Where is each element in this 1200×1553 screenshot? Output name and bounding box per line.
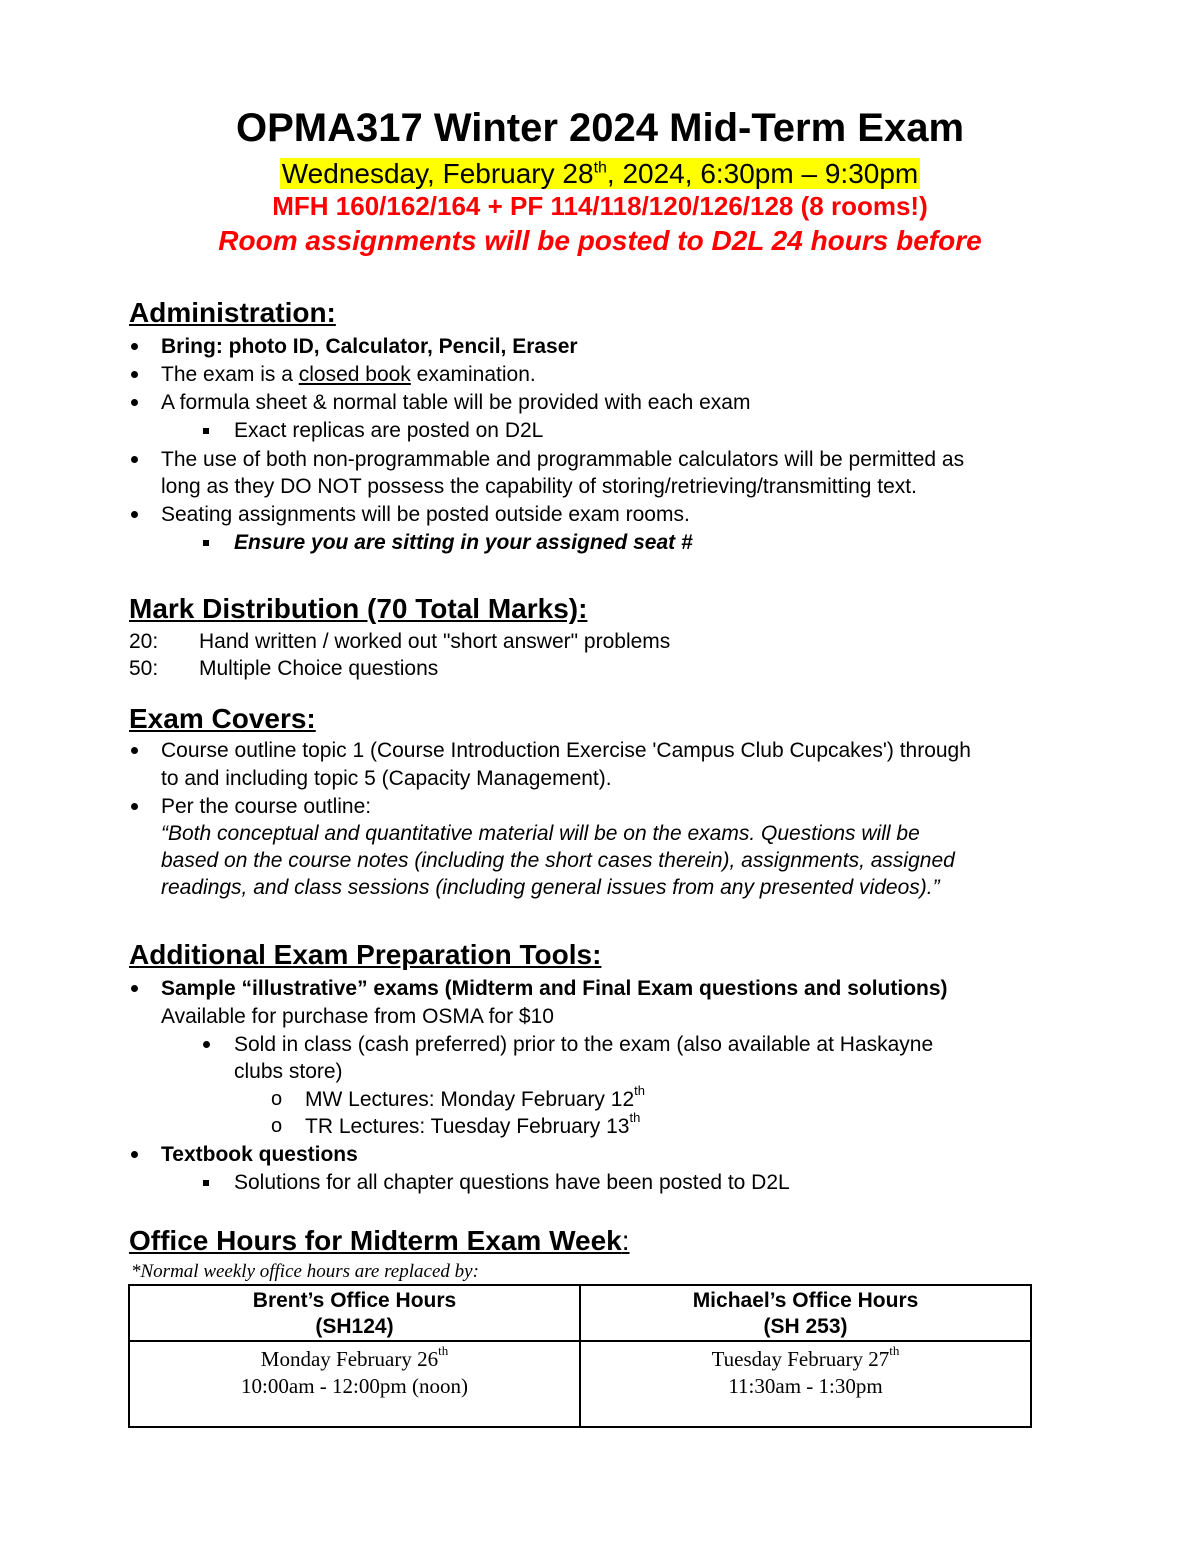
michael-title: Michael’s Office Hours (692, 1289, 919, 1312)
square-bullet-icon (203, 428, 209, 434)
chapter-solutions-note: Solutions for all chapter questions have been posted to D2L (234, 1171, 790, 1194)
replicas-note: Exact replicas are posted on D2L (234, 419, 544, 442)
michael-hours-cell (580, 1341, 1031, 1427)
assigned-seat-note: Ensure you are sitting in your assigned seat # (234, 531, 693, 554)
michael-time: 11:30am - 1:30pm (728, 1374, 883, 1398)
michael-room: (SH 253) (763, 1315, 848, 1338)
square-bullet-icon (203, 1180, 209, 1186)
topic-range-line1: Course outline topic 1 (Course Introduction Exercise 'Campus Club Cupcakes') through (161, 739, 971, 762)
outline-quote-line1: “Both conceptual and quantitative material will be on the exams. Questions will be (161, 822, 920, 845)
mark-row-num: 20: (129, 630, 159, 653)
sold-in-class-line2: clubs store) (234, 1060, 343, 1083)
exam-rooms: MFH 160/162/164 + PF 114/118/120/126/128 (8 rooms!) (272, 191, 928, 221)
michael-header-cell (580, 1285, 1031, 1341)
sold-in-class-line1: Sold in class (cash preferred) prior to the exam (also available at Haskayne (234, 1033, 934, 1056)
office-hours-note: *Normal weekly office hours are replaced by: (131, 1261, 479, 1282)
office-hours-heading: Office Hours for Midterm Exam Week: (129, 1225, 630, 1256)
bullet-icon (131, 371, 138, 378)
bullet-icon (131, 747, 138, 754)
calculator-policy-line2: long as they DO NOT possess the capability of storing/retrieving/transmitting text. (161, 475, 917, 498)
brent-header-cell (129, 1285, 580, 1341)
bullet-icon (131, 456, 138, 463)
per-course-outline: Per the course outline: (161, 795, 372, 818)
textbook-questions: Textbook questions (161, 1143, 358, 1166)
exam-date (0, 152, 1200, 191)
bullet-icon (131, 803, 138, 810)
formula-sheet-note: A formula sheet & normal table will be provided with each exam (161, 391, 751, 414)
osma-availability: Available for purchase from OSMA for $10 (161, 1005, 554, 1028)
brent-hours-cell (129, 1341, 580, 1427)
closed-book-note: The exam is a closed book examination. (161, 363, 536, 386)
date-highlight: Wednesday, February 28th, 2024, 6:30pm – 9:30pm (281, 158, 919, 190)
prep-tools-heading: Additional Exam Preparation Tools: (129, 939, 602, 970)
square-bullet-icon (203, 540, 209, 546)
brent-day: Monday February 26th (260, 1343, 449, 1371)
bullet-icon (131, 1151, 138, 1158)
brent-title: Brent’s Office Hours (252, 1289, 457, 1312)
bullet-icon (131, 399, 138, 406)
tr-lecture-date: TR Lectures: Tuesday February 13th (305, 1110, 641, 1138)
sample-exams: Sample “illustrative” exams (Midterm and Final Exam questions and solutions) (161, 977, 948, 1000)
mark-row-num: 50: (129, 657, 159, 680)
bullet-icon (131, 343, 138, 350)
exam-title: OPMA317 Winter 2024 Mid-Term Exam (235, 106, 965, 150)
brent-room: (SH124) (315, 1315, 394, 1338)
mark-row-desc: Hand written / worked out "short answer" problems (199, 630, 671, 653)
brent-time: 10:00am - 12:00pm (noon) (241, 1374, 468, 1398)
exam-covers-heading: Exam Covers: (129, 703, 316, 734)
seating-note: Seating assignments will be posted outside exam rooms. (161, 503, 690, 526)
administration-heading: Administration: (129, 297, 336, 328)
room-assignment-note: Room assignments will be posted to D2L 24 hours before (218, 225, 982, 256)
office-hours-table (128, 1284, 1032, 1428)
michael-day: Tuesday February 27th (711, 1343, 900, 1371)
mark-distribution-heading: Mark Distribution (70 Total Marks): (129, 593, 588, 624)
bullet-icon (203, 1041, 210, 1048)
outline-quote-line3: readings, and class sessions (including general issues from any presented videos).” (161, 876, 940, 899)
calculator-policy-line1: The use of both non-programmable and programmable calculators will be permitted as (161, 448, 965, 471)
bullet-icon (131, 985, 138, 992)
circle-bullet-icon: o (271, 1088, 283, 1110)
mark-row-desc: Multiple Choice questions (199, 657, 439, 680)
bring-items: Bring: photo ID, Calculator, Pencil, Eraser (161, 335, 578, 358)
bullet-icon (131, 511, 138, 518)
outline-quote-line2: based on the course notes (including the short cases therein), assignments, assigned (161, 849, 955, 872)
topic-range-line2: to and including topic 5 (Capacity Management). (161, 767, 612, 790)
circle-bullet-icon: o (271, 1115, 283, 1137)
mw-lecture-date: MW Lectures: Monday February 12th (305, 1083, 645, 1111)
